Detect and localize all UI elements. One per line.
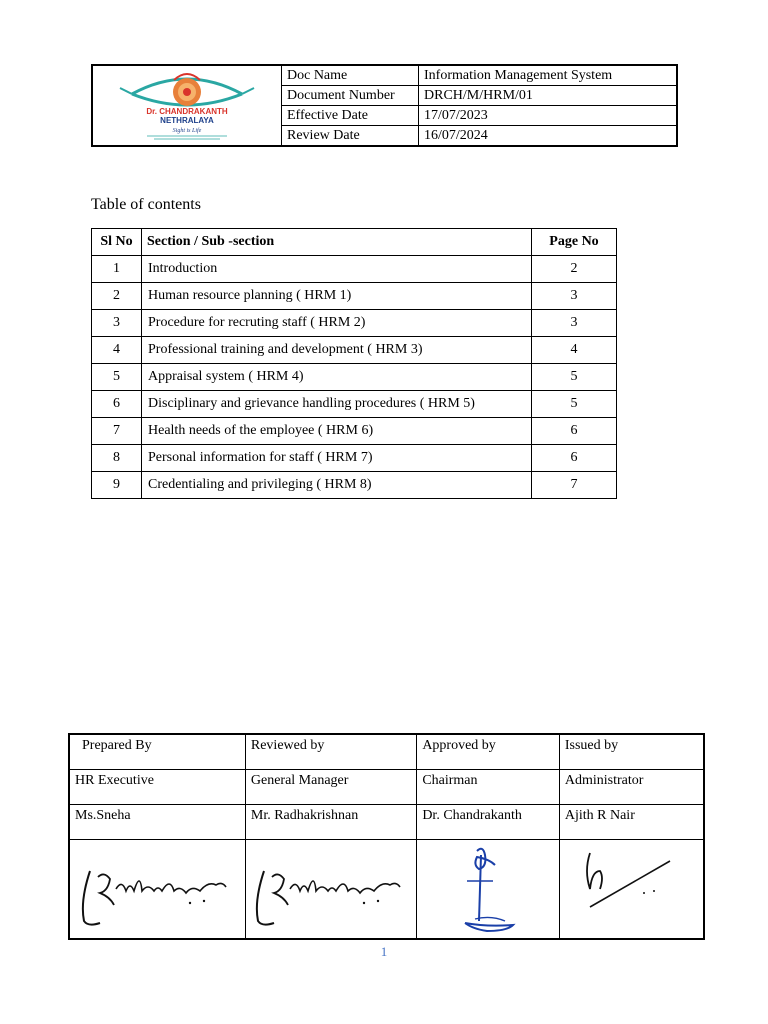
- signature-issued-cell: [559, 839, 704, 939]
- nethralaya-logo: [112, 70, 262, 142]
- table-row: [92, 445, 617, 472]
- name-issued: Ajith R Nair: [559, 804, 704, 839]
- toc-sl: 7: [92, 418, 142, 445]
- toc-section: Human resource planning ( HRM 1): [142, 283, 532, 310]
- toc-section: Professional training and development ( HRM 3): [142, 337, 532, 364]
- role-prepared: Prepared By: [69, 734, 245, 769]
- table-row: [92, 391, 617, 418]
- role-reviewed: Reviewed by: [245, 734, 416, 769]
- toc-page: 5: [532, 391, 617, 418]
- doc-name-label: Doc Name: [282, 65, 419, 86]
- toc-sl: 3: [92, 310, 142, 337]
- designation-prepared: HR Executive: [69, 769, 245, 804]
- toc-page: 6: [532, 418, 617, 445]
- signature-reviewed: [246, 841, 412, 937]
- toc-sl: 8: [92, 445, 142, 472]
- toc-header-sl: Sl No: [92, 229, 142, 256]
- designation-approved: Chairman: [417, 769, 560, 804]
- toc-header-section: Section / Sub -section: [142, 229, 532, 256]
- toc-sl: 5: [92, 364, 142, 391]
- toc-page: 3: [532, 310, 617, 337]
- table-row: [92, 283, 617, 310]
- toc-sl: 2: [92, 283, 142, 310]
- logo-cell: [92, 65, 282, 146]
- signature-approved: [417, 841, 555, 937]
- toc-section: Personal information for staff ( HRM 7): [142, 445, 532, 472]
- toc-page: 5: [532, 364, 617, 391]
- toc-page: 2: [532, 256, 617, 283]
- name-approved: Dr. Chandrakanth: [417, 804, 560, 839]
- signature-reviewed-cell: [245, 839, 416, 939]
- document-header: [91, 64, 678, 147]
- table-row: [92, 418, 617, 445]
- toc-sl: 1: [92, 256, 142, 283]
- toc-page: 6: [532, 445, 617, 472]
- table-row: [92, 364, 617, 391]
- designation-issued: Administrator: [559, 769, 704, 804]
- role-issued: Issued by: [559, 734, 704, 769]
- designation-reviewed: General Manager: [245, 769, 416, 804]
- toc-sl: 9: [92, 472, 142, 499]
- toc-sl: 6: [92, 391, 142, 418]
- role-approved: Approved by: [417, 734, 560, 769]
- table-row: [92, 256, 617, 283]
- logo-line1: Dr. CHANDRAKANTH: [146, 106, 228, 116]
- toc-page: 7: [532, 472, 617, 499]
- effective-date-label: Effective Date: [282, 106, 419, 126]
- signature-issued: [560, 841, 700, 937]
- name-reviewed: Mr. Radhakrishnan: [245, 804, 416, 839]
- signature-approved-cell: [417, 839, 560, 939]
- page-number: 1: [380, 944, 388, 959]
- toc-table: [91, 228, 617, 499]
- toc-section: Appraisal system ( HRM 4): [142, 364, 532, 391]
- toc-page: 4: [532, 337, 617, 364]
- toc-header-page: Page No: [532, 229, 617, 256]
- table-row: [92, 337, 617, 364]
- logo-tagline: Sight is Life: [172, 127, 202, 134]
- effective-date-value: 17/07/2023: [419, 106, 678, 126]
- toc-section: Disciplinary and grievance handling procedures ( HRM 5): [142, 391, 532, 418]
- signoff-table: [68, 733, 705, 940]
- doc-name-value: Information Management System: [419, 65, 678, 86]
- name-prepared: Ms.Sneha: [69, 804, 245, 839]
- toc-section: Procedure for recruting staff ( HRM 2): [142, 310, 532, 337]
- doc-number-label: Document Number: [282, 86, 419, 106]
- logo-line2: NETHRALAYA: [160, 115, 214, 125]
- toc-section: Credentialing and privileging ( HRM 8): [142, 472, 532, 499]
- review-date-value: 16/07/2024: [419, 126, 678, 147]
- table-row: [92, 472, 617, 499]
- toc-title: Table of contents: [91, 196, 201, 213]
- table-row: [92, 310, 617, 337]
- signature-prepared: [70, 841, 240, 937]
- toc-section: Introduction: [142, 256, 532, 283]
- toc-section: Health needs of the employee ( HRM 6): [142, 418, 532, 445]
- toc-page: 3: [532, 283, 617, 310]
- toc-sl: 4: [92, 337, 142, 364]
- doc-number-value: DRCH/M/HRM/01: [419, 86, 678, 106]
- signature-prepared-cell: [69, 839, 245, 939]
- review-date-label: Review Date: [282, 126, 419, 147]
